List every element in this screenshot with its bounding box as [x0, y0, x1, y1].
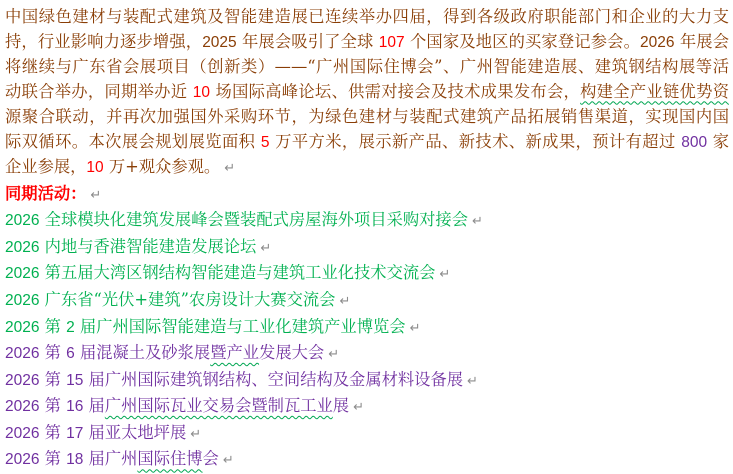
text-segment: 持，行业影响力逐步增强，	[5, 31, 203, 51]
text-segment: 2026	[5, 424, 40, 442]
list-item-1	[5, 208, 729, 235]
list-item-2	[5, 235, 729, 262]
text-segment: 第	[39, 449, 67, 469]
text-segment: 6	[66, 345, 75, 363]
para-line-6	[5, 130, 729, 156]
text-segment: 年展会	[674, 31, 729, 51]
text-segment: 10	[86, 159, 104, 177]
text-segment: 届广州	[83, 449, 138, 469]
text-segment: 广东省“光伏+建筑”农房设计大赛交流会	[39, 290, 336, 310]
list-item-3	[5, 261, 729, 288]
text-segment: 15	[66, 371, 84, 389]
text-segment: 万平方米，展示新产品、新技术、新成果，预计有超过	[269, 131, 682, 151]
spellcheck-flagged-text: 暨产业	[210, 343, 260, 363]
text-segment: 际双循环。本次展会规划展览面积	[5, 131, 261, 151]
text-segment: 10	[192, 83, 211, 101]
paragraph-return-mark: ↵	[90, 187, 102, 203]
paragraph-return-mark: ↵	[439, 267, 451, 283]
para-line-2	[5, 30, 729, 56]
text-segment: 第	[39, 369, 67, 389]
text-segment: 第	[39, 396, 67, 416]
text-segment: 会	[202, 449, 219, 469]
text-segment: 源聚合联动，并再次加强国外采购环节，为绿色建材与装配式建筑产品拓展销售渠道，实现国内国	[5, 107, 729, 127]
text-segment: 2025	[202, 33, 237, 51]
spellcheck-flagged-text: 广州国际瓦业交易会暨制瓦工业	[104, 396, 333, 416]
list-item-9	[5, 421, 729, 448]
paragraph-return-mark: ↵	[190, 426, 202, 442]
text-segment: 第	[39, 422, 67, 442]
section-heading	[5, 182, 729, 209]
paragraph-return-mark: ↵	[339, 294, 351, 310]
text-segment: 2026	[5, 265, 40, 283]
list-item-8	[5, 394, 729, 421]
text-segment: 动联合举办，同期举办近	[5, 81, 193, 101]
para-line-4	[5, 80, 729, 106]
text-segment: 2026	[5, 371, 40, 389]
text-segment: 18	[66, 451, 84, 469]
text-segment: 16	[66, 398, 84, 416]
text-segment: 个国家及地区的买家登记参会。	[404, 31, 641, 51]
text-segment: 800	[681, 133, 708, 151]
list-item-6	[5, 341, 729, 368]
paragraph-return-mark: ↵	[224, 161, 236, 177]
paragraph-return-mark: ↵	[222, 453, 234, 469]
para-line-7	[5, 155, 729, 182]
text-segment: 2026	[5, 318, 40, 336]
text-segment: 第	[39, 316, 67, 336]
text-segment: 2026	[5, 238, 40, 256]
text-segment: 届	[83, 396, 105, 416]
text-segment: 家	[707, 131, 729, 151]
text-segment: 将继续与广东省会展项目（创新类）——“广州国际住博会”、广州智能建造展、建筑钢结构展等活	[5, 57, 729, 77]
text-segment: 届广州国际建筑钢结构、空间结构及金属材料设备展	[83, 369, 464, 389]
spellcheck-flagged-text: 构建全产业链优势资	[580, 81, 729, 101]
text-segment: 全球模块化建筑发展峰会暨装配式房屋海外项目采购对接会	[39, 210, 468, 230]
text-segment: 届混凝土及砂浆展	[74, 343, 211, 363]
text-segment: 内地与香港智能建造发展论坛	[39, 236, 257, 256]
paragraph-return-mark: ↵	[353, 400, 364, 416]
text-segment: 第五届大湾区钢结构智能建造与建筑工业化技术交流会	[39, 263, 436, 283]
text-segment: 年展会吸引了全球	[236, 31, 379, 51]
text-segment: 第	[39, 343, 67, 363]
text-segment: 同期活动：	[5, 183, 87, 203]
text-segment: 2	[66, 318, 75, 336]
text-segment: 届广州国际智能建造与工业化建筑产业博览会	[74, 316, 406, 336]
para-line-5	[5, 105, 729, 130]
text-segment: 发展大会	[259, 343, 325, 363]
paragraph-return-mark: ↵	[471, 214, 483, 230]
text-segment: 2026	[5, 212, 40, 230]
text-segment: 2026	[5, 292, 40, 310]
text-segment: 17	[66, 424, 84, 442]
list-item-10	[5, 447, 729, 474]
paragraph-return-mark: ↵	[467, 373, 478, 389]
text-segment: 2026	[640, 33, 675, 51]
text-segment: 107	[378, 33, 405, 51]
paragraph-return-mark: ↵	[409, 320, 421, 336]
para-line-3	[5, 55, 729, 80]
text-segment: 企业参展，	[5, 157, 87, 177]
spellcheck-flagged-text: 国际住博	[137, 449, 203, 469]
text-segment: 中国绿色建材与装配式建筑及智能建造展已连续举办四届，得到各级政府职能部门和企业的大力支	[5, 7, 729, 26]
para-line-1	[5, 5, 729, 30]
text-segment: 展	[332, 396, 350, 416]
paragraph-return-mark: ↵	[260, 240, 272, 256]
text-segment: 2026	[5, 451, 40, 469]
text-segment: 场国际高峰论坛、供需对接会及技术成果发布会，	[210, 81, 581, 101]
text-segment: 2026	[5, 398, 40, 416]
list-item-5	[5, 315, 729, 342]
text-segment: 2026	[5, 345, 40, 363]
text-segment: 届亚太地坪展	[83, 422, 187, 442]
text-segment: 5	[260, 133, 270, 151]
paragraph-return-mark: ↵	[328, 347, 340, 363]
list-item-4	[5, 288, 729, 315]
text-segment: 万+观众参观。	[103, 157, 221, 177]
list-item-7	[5, 368, 729, 395]
